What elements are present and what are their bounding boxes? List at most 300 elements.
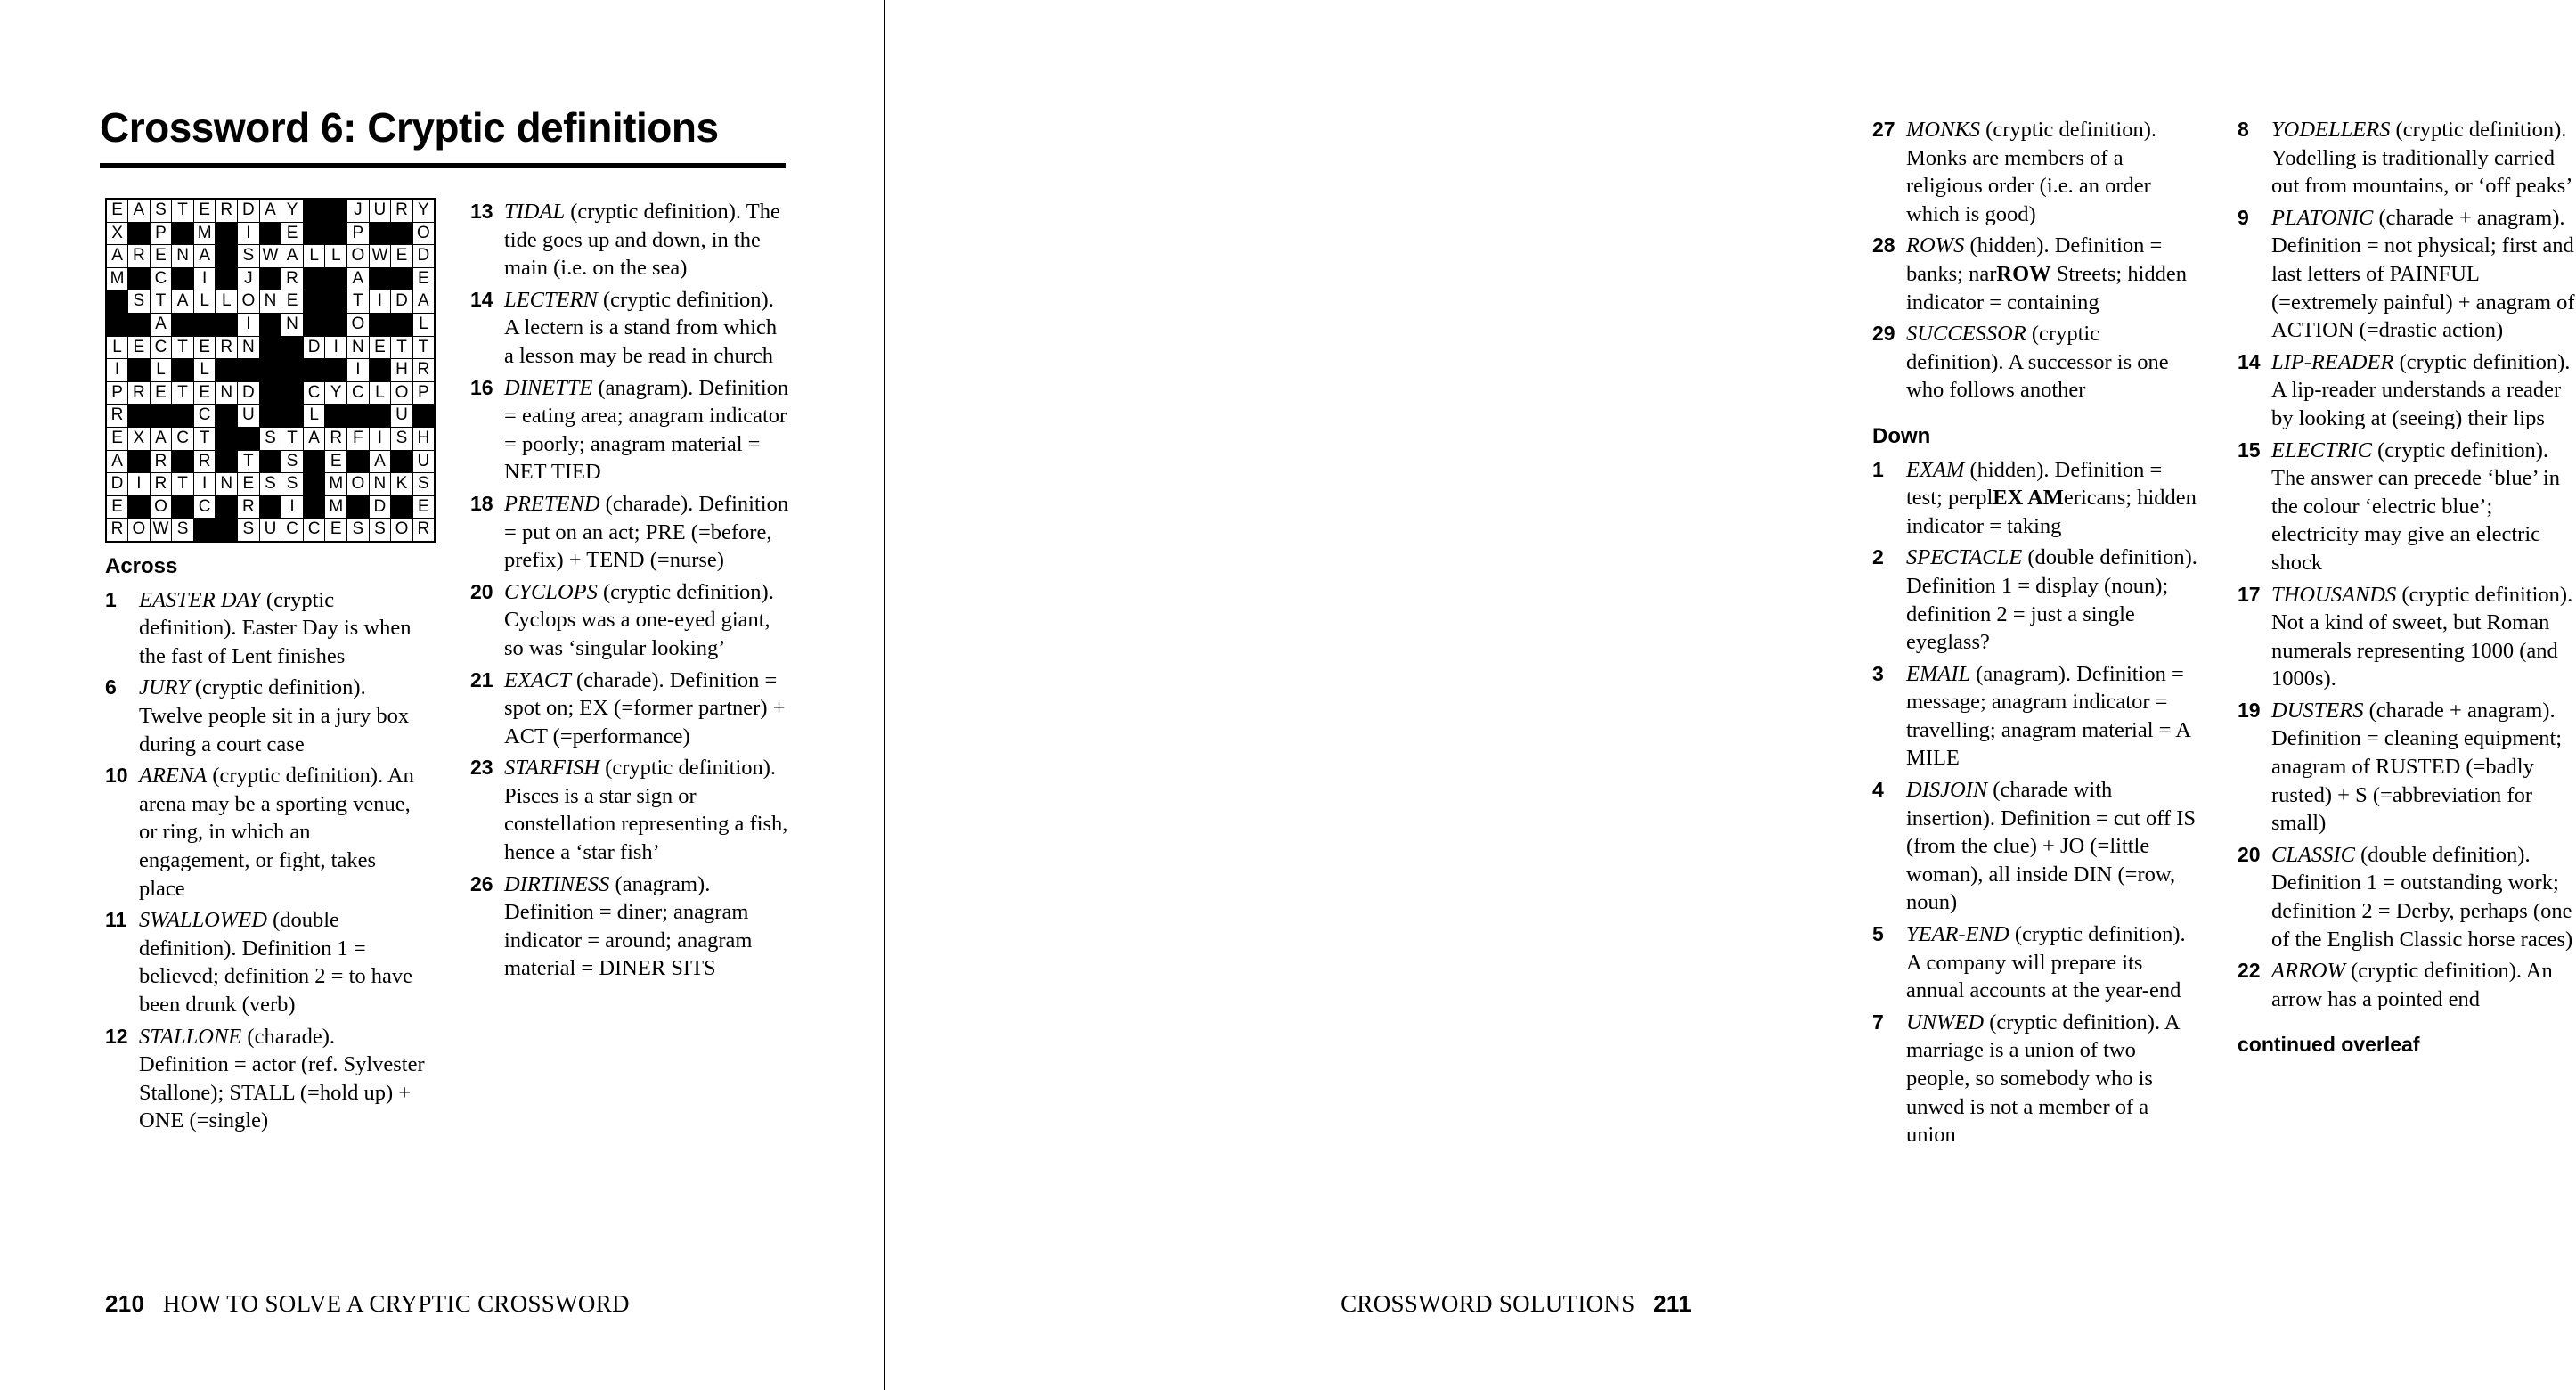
crossword-cell-blocked xyxy=(325,290,347,314)
crossword-cell-letter: U xyxy=(369,199,391,222)
clue-entry xyxy=(470,754,791,866)
crossword-cell-letter: E xyxy=(325,450,347,473)
crossword-cell-blocked xyxy=(216,313,238,336)
crossword-cell-blocked xyxy=(281,336,304,359)
crossword-cell-blocked xyxy=(391,313,413,336)
crossword-cell-blocked xyxy=(303,199,325,222)
crossword-cell-letter: S xyxy=(238,245,260,268)
left-page-footer xyxy=(105,1290,630,1390)
crossword-cell-blocked xyxy=(369,313,391,336)
crossword-cell-letter: R xyxy=(150,473,172,496)
crossword-cell-blocked xyxy=(172,222,194,245)
crossword-cell-letter: C xyxy=(303,381,325,405)
clue-entry xyxy=(470,490,791,575)
crossword-cell-letter: T xyxy=(412,336,435,359)
crossword-cell-letter: H xyxy=(391,359,413,382)
clue-entry xyxy=(2238,841,2576,953)
clue-number: 11 xyxy=(105,908,127,932)
crossword-cell-blocked xyxy=(216,245,238,268)
crossword-cell-letter: L xyxy=(303,405,325,428)
crossword-cell-blocked xyxy=(259,267,281,290)
crossword-cell-letter: U xyxy=(259,519,281,542)
crossword-cell-letter: S xyxy=(128,290,151,314)
crossword-cell-letter: I xyxy=(238,222,260,245)
across-clues-column-1 xyxy=(105,552,426,1139)
crossword-cell-letter: E xyxy=(193,199,216,222)
crossword-cell-letter: M xyxy=(325,495,347,519)
crossword-cell-letter: A xyxy=(150,427,172,450)
crossword-cell-blocked xyxy=(238,359,260,382)
crossword-cell-blocked xyxy=(303,473,325,496)
crossword-cell-letter: N xyxy=(369,473,391,496)
clue-entry xyxy=(470,374,791,487)
left-folio-number: 210 xyxy=(105,1290,145,1317)
clue-text: DIRTINESS (anagram). Definition = diner; anagram indicator = around; anagram material = DINER SITS xyxy=(504,871,753,981)
crossword-cell-letter: D xyxy=(238,381,260,405)
continued-overleaf-note: continued overleaf xyxy=(2238,1033,2420,1057)
clue-answer: EMAIL xyxy=(1906,661,1971,686)
clue-answer: UNWED xyxy=(1906,1010,1985,1034)
clue-text: THOUSANDS (cryptic definition). Not a kind of sweet, but Roman numerals representing 1000 (and 1000s). xyxy=(2271,582,2573,691)
crossword-cell-blocked xyxy=(281,405,304,428)
crossword-row xyxy=(106,245,435,268)
crossword-cell-blocked xyxy=(172,405,194,428)
clue-entry xyxy=(1872,660,2202,773)
crossword-cell-blocked xyxy=(391,267,413,290)
clue-entry xyxy=(1872,920,2202,1005)
crossword-cell-letter: M xyxy=(193,222,216,245)
crossword-row xyxy=(106,267,435,290)
crossword-cell-letter: T xyxy=(281,427,304,450)
crossword-cell-letter: P xyxy=(347,222,370,245)
crossword-row xyxy=(106,199,435,222)
clue-text: YODELLERS (cryptic definition). Yodelling is traditionally carried out from mountains, or ‘off peaks’ xyxy=(2271,118,2573,199)
crossword-cell-letter: E xyxy=(106,199,128,222)
crossword-cell-letter: C xyxy=(150,336,172,359)
clue-number: 26 xyxy=(470,871,493,895)
clue-answer: SPECTACLE xyxy=(1906,545,2023,570)
clue-number: 17 xyxy=(2238,582,2261,606)
clue-number: 13 xyxy=(470,200,493,223)
clue-entry xyxy=(105,906,426,1018)
crossword-cell-letter: R xyxy=(281,267,304,290)
clue-number: 15 xyxy=(2238,437,2261,462)
crossword-cell-letter: S xyxy=(259,473,281,496)
crossword-cell-letter: C xyxy=(193,405,216,428)
crossword-cell-blocked xyxy=(150,405,172,428)
clue-answer: DIRTINESS xyxy=(504,871,610,896)
clue-answer: LIP-READER xyxy=(2271,349,2394,374)
crossword-cell-letter: L xyxy=(325,245,347,268)
crossword-cell-blocked xyxy=(325,359,347,382)
crossword-cell-blocked xyxy=(325,405,347,428)
crossword-cell-blocked xyxy=(347,405,370,428)
crossword-cell-letter: N xyxy=(347,336,370,359)
crossword-cell-letter: P xyxy=(412,381,435,405)
clue-text: STALLONE (charade). Definition = actor (ref. Sylvester Stallone); STALL (=hold up) + ONE (=single) xyxy=(139,1024,425,1133)
crossword-cell-letter: T xyxy=(391,336,413,359)
crossword-cell-blocked xyxy=(369,222,391,245)
crossword-cell-blocked xyxy=(259,405,281,428)
crossword-cell-letter: L xyxy=(369,381,391,405)
crossword-cell-blocked xyxy=(259,313,281,336)
crossword-cell-blocked xyxy=(128,222,151,245)
crossword-row xyxy=(106,381,435,405)
clue-text: EXAM (hidden). Definition = test; perplEX AMericans; hidden indicator = taking xyxy=(1906,457,2197,538)
crossword-cell-letter: E xyxy=(150,245,172,268)
crossword-cell-blocked xyxy=(303,290,325,314)
crossword-cell-blocked xyxy=(216,519,238,542)
crossword-cell-letter: N xyxy=(216,473,238,496)
crossword-cell-letter: I xyxy=(193,267,216,290)
crossword-row xyxy=(106,519,435,542)
crossword-cell-letter: C xyxy=(303,519,325,542)
crossword-cell-letter: E xyxy=(412,495,435,519)
crossword-cell-letter: Y xyxy=(325,381,347,405)
crossword-cell-letter: R xyxy=(128,245,151,268)
crossword-cell-blocked xyxy=(216,495,238,519)
crossword-cell-blocked xyxy=(128,267,151,290)
clue-answer: ROWS xyxy=(1906,233,1965,258)
clue-entry xyxy=(1872,116,2202,228)
crossword-cell-letter: E xyxy=(128,336,151,359)
clue-number: 14 xyxy=(2238,349,2261,373)
crossword-cell-letter: R xyxy=(216,199,238,222)
crossword-cell-letter: N xyxy=(238,336,260,359)
clue-number: 12 xyxy=(105,1024,128,1048)
clue-text: STARFISH (cryptic definition). Pisces is a star sign or constellation representing a fish, hence a ‘star fish’ xyxy=(504,756,788,865)
crossword-cell-blocked xyxy=(172,450,194,473)
crossword-cell-blocked xyxy=(303,222,325,245)
clue-answer: YODELLERS xyxy=(2271,118,2391,142)
clue-highlight: ROW xyxy=(1996,261,2051,286)
crossword-cell-blocked xyxy=(172,267,194,290)
crossword-cell-letter: R xyxy=(412,359,435,382)
crossword-cell-blocked xyxy=(303,359,325,382)
crossword-cell-blocked xyxy=(325,199,347,222)
crossword-row xyxy=(106,427,435,450)
crossword-cell-blocked xyxy=(369,359,391,382)
crossword-cell-blocked xyxy=(325,313,347,336)
crossword-cell-letter: E xyxy=(281,290,304,314)
crossword-cell-letter: N xyxy=(216,381,238,405)
crossword-cell-letter: L xyxy=(193,290,216,314)
clue-answer: EXAM xyxy=(1906,457,1965,482)
clue-text: JURY (cryptic definition). Twelve people sit in a jury box during a court case xyxy=(139,675,410,756)
crossword-cell-letter: S xyxy=(347,519,370,542)
clue-entry xyxy=(470,666,791,751)
crossword-cell-blocked xyxy=(391,450,413,473)
clue-number: 21 xyxy=(470,667,493,691)
crossword-cell-blocked xyxy=(172,359,194,382)
clue-answer: PRETEND xyxy=(504,491,600,516)
crossword-cell-letter: S xyxy=(238,519,260,542)
clue-text: SPECTACLE (double definition). Definition 1 = display (noun); definition 2 = just a single eyeglass? xyxy=(1906,545,2197,655)
crossword-cell-letter: H xyxy=(412,427,435,450)
crossword-cell-letter: E xyxy=(150,381,172,405)
crossword-cell-letter: J xyxy=(238,267,260,290)
crossword-cell-letter: X xyxy=(128,427,151,450)
crossword-cell-letter: S xyxy=(281,450,304,473)
clue-entry xyxy=(1872,544,2202,656)
crossword-cell-letter: W xyxy=(259,245,281,268)
crossword-cell-letter: T xyxy=(238,450,260,473)
clue-entry xyxy=(470,198,791,282)
clue-text: CLASSIC (double definition). Definition 1 = outstanding work; definition 2 = Derby, perhaps (one of the English Classic horse races) xyxy=(2271,842,2573,952)
left-page xyxy=(0,0,884,1390)
crossword-grid xyxy=(105,198,436,543)
crossword-row xyxy=(106,359,435,382)
crossword-cell-letter: E xyxy=(369,336,391,359)
crossword-cell-letter: Y xyxy=(281,199,304,222)
crossword-row xyxy=(106,405,435,428)
clue-entry xyxy=(470,871,791,983)
crossword-cell-letter: T xyxy=(172,473,194,496)
crossword-cell-letter: A xyxy=(412,290,435,314)
clue-answer: EXACT xyxy=(504,667,571,692)
clue-answer: JURY xyxy=(139,675,190,700)
clue-number: 22 xyxy=(2238,959,2261,983)
clue-answer: STARFISH xyxy=(504,756,600,781)
solutions-column-2 xyxy=(2238,116,2576,1059)
clue-answer: MONKS xyxy=(1906,118,1981,142)
crossword-cell-letter: A xyxy=(259,199,281,222)
crossword-cell-blocked xyxy=(216,405,238,428)
clue-number: 19 xyxy=(2238,698,2261,722)
crossword-cell-letter: C xyxy=(281,519,304,542)
crossword-cell-blocked xyxy=(303,495,325,519)
clue-text: PRETEND (charade). Definition = put on an act; PRE (=before, prefix) + TEND (=nurse) xyxy=(504,491,789,573)
clue-number: 20 xyxy=(2238,842,2261,866)
crossword-cell-letter: E xyxy=(391,245,413,268)
crossword-cell-blocked xyxy=(216,267,238,290)
crossword-cell-letter: A xyxy=(106,245,128,268)
crossword-cell-letter: E xyxy=(238,473,260,496)
clue-entry xyxy=(1872,1009,2202,1149)
crossword-cell-letter: L xyxy=(193,359,216,382)
clue-text: DISJOIN (charade with insertion). Definition = cut off IS (from the clue) + JO (=little woman), all inside DIN (=row, noun) xyxy=(1906,778,2197,915)
clue-answer: PLATONIC xyxy=(2271,205,2374,230)
clue-number: 3 xyxy=(1872,661,1884,685)
crossword-cell-letter: I xyxy=(325,336,347,359)
page-title: Crossword 6: Cryptic definitions xyxy=(100,104,719,151)
crossword-cell-blocked xyxy=(128,450,151,473)
crossword-cell-letter: L xyxy=(216,290,238,314)
across-clues-column-2 xyxy=(470,198,791,986)
clue-text: UNWED (cryptic definition). A marriage is a union of two people, so somebody who is unwed is not a member of a union xyxy=(1906,1010,2180,1148)
crossword-cell-blocked xyxy=(325,222,347,245)
clue-number: 1 xyxy=(105,587,117,611)
crossword-cell-letter: E xyxy=(281,222,304,245)
clue-answer: ARENA xyxy=(139,764,208,789)
crossword-cell-letter: R xyxy=(106,519,128,542)
crossword-cell-letter: F xyxy=(347,427,370,450)
clue-answer: EASTER DAY xyxy=(139,587,261,612)
clue-number: 23 xyxy=(470,756,493,780)
crossword-cell-blocked xyxy=(303,267,325,290)
right-page xyxy=(885,0,2575,1390)
crossword-cell-letter: T xyxy=(193,427,216,450)
clue-number: 29 xyxy=(1872,322,1895,346)
clue-text: LIP-READER (cryptic definition). A lip-reader understands a reader by looking at (seeing) their lips xyxy=(2271,349,2571,430)
crossword-grid-table xyxy=(105,198,436,543)
clue-text: MONKS (cryptic definition). Monks are members of a religious order (i.e. an order which is good) xyxy=(1906,118,2157,226)
crossword-cell-blocked xyxy=(216,427,238,450)
crossword-cell-blocked xyxy=(259,381,281,405)
crossword-cell-letter: S xyxy=(412,473,435,496)
crossword-cell-letter: R xyxy=(391,199,413,222)
crossword-cell-letter: P xyxy=(106,381,128,405)
clue-answer: STALLONE xyxy=(139,1024,242,1049)
crossword-row xyxy=(106,336,435,359)
clue-entry xyxy=(2238,116,2576,200)
crossword-cell-letter: A xyxy=(347,267,370,290)
crossword-cell-blocked xyxy=(347,495,370,519)
clue-answer: DUSTERS xyxy=(2271,698,2364,723)
crossword-cell-letter: I xyxy=(106,359,128,382)
crossword-cell-letter: N xyxy=(172,245,194,268)
crossword-cell-letter: S xyxy=(150,199,172,222)
clue-highlight: EX AM xyxy=(1993,486,2064,511)
crossword-cell-letter: D xyxy=(412,245,435,268)
crossword-row xyxy=(106,473,435,496)
crossword-cell-letter: M xyxy=(325,473,347,496)
crossword-cell-letter: R xyxy=(128,381,151,405)
crossword-cell-letter: I xyxy=(193,473,216,496)
crossword-cell-letter: D xyxy=(391,290,413,314)
crossword-cell-letter: R xyxy=(325,427,347,450)
crossword-cell-letter: Y xyxy=(412,199,435,222)
clue-text: PLATONIC (charade + anagram). Definition = not physical; first and last letters of PAINFUL (=extremely painful) + anagram of ACTION (=drastic action) xyxy=(2271,205,2575,343)
crossword-cell-letter: A xyxy=(150,313,172,336)
clue-text: ARROW (cryptic definition). An arrow has a pointed end xyxy=(2271,959,2553,1011)
title-underline xyxy=(100,163,786,168)
crossword-cell-blocked xyxy=(281,359,304,382)
crossword-cell-letter: U xyxy=(238,405,260,428)
clue-number: 28 xyxy=(1872,233,1895,258)
crossword-cell-letter: E xyxy=(412,267,435,290)
clue-entry xyxy=(2238,581,2576,693)
clue-text: ROWS (hidden). Definition = banks; narROW Streets; hidden indicator = containing xyxy=(1906,233,2188,315)
crossword-cell-letter: O xyxy=(391,381,413,405)
crossword-cell-letter: A xyxy=(106,450,128,473)
clue-entry xyxy=(105,762,426,903)
crossword-cell-letter: S xyxy=(391,427,413,450)
clue-text: EXACT (charade). Definition = spot on; EX (=former partner) + ACT (=performance) xyxy=(504,667,786,748)
crossword-cell-letter: C xyxy=(193,495,216,519)
crossword-cell-blocked xyxy=(193,313,216,336)
down-heading: Down xyxy=(1872,423,1931,448)
crossword-cell-blocked xyxy=(259,359,281,382)
clue-text: SWALLOWED (double definition). Definition 1 = believed; definition 2 = to have been drunk (verb) xyxy=(139,908,413,1017)
clue-answer: DISJOIN xyxy=(1906,778,1988,803)
clue-text: SUCCESSOR (cryptic definition). A successor is one who follows another xyxy=(1906,322,2169,403)
clue-entry xyxy=(2238,957,2576,1013)
crossword-cell-letter: N xyxy=(259,290,281,314)
crossword-cell-letter: A xyxy=(281,245,304,268)
crossword-cell-letter: T xyxy=(150,290,172,314)
crossword-row xyxy=(106,222,435,245)
crossword-cell-blocked xyxy=(128,313,151,336)
crossword-cell-letter: S xyxy=(281,473,304,496)
crossword-row xyxy=(106,450,435,473)
clue-answer: SWALLOWED xyxy=(139,908,267,933)
crossword-cell-letter: E xyxy=(193,336,216,359)
crossword-cell-letter: L xyxy=(150,359,172,382)
crossword-cell-letter: I xyxy=(238,313,260,336)
crossword-cell-letter: O xyxy=(150,495,172,519)
crossword-cell-letter: D xyxy=(106,473,128,496)
crossword-cell-blocked xyxy=(172,313,194,336)
crossword-cell-blocked xyxy=(303,313,325,336)
clue-text: ARENA (cryptic definition). An arena may be a sporting venue, or ring, in which an engagement, or fight, takes place xyxy=(139,764,414,901)
clue-number: 9 xyxy=(2238,205,2249,229)
crossword-cell-blocked xyxy=(106,313,128,336)
crossword-cell-letter: A xyxy=(303,427,325,450)
clue-text: CYCLOPS (cryptic definition). Cyclops was a one-eyed giant, so was ‘singular looking’ xyxy=(504,579,774,660)
clue-number: 8 xyxy=(2238,118,2249,141)
crossword-cell-letter: S xyxy=(259,427,281,450)
crossword-cell-blocked xyxy=(128,495,151,519)
clue-text: DINETTE (anagram). Definition = eating area; anagram indicator = poorly; anagram material = NET TIED xyxy=(504,375,789,485)
solutions-column-1 xyxy=(1872,116,2202,1153)
crossword-cell-letter: E xyxy=(106,427,128,450)
crossword-cell-blocked xyxy=(303,450,325,473)
crossword-cell-letter: I xyxy=(281,495,304,519)
clue-number: 14 xyxy=(470,287,493,311)
crossword-cell-letter: I xyxy=(369,427,391,450)
crossword-cell-blocked xyxy=(391,495,413,519)
crossword-cell-blocked xyxy=(259,495,281,519)
crossword-cell-letter: C xyxy=(347,381,370,405)
crossword-cell-blocked xyxy=(172,495,194,519)
right-folio-number: 211 xyxy=(1653,1290,1692,1317)
clue-entry xyxy=(1872,320,2202,405)
clue-text: EASTER DAY (cryptic definition). Easter Day is when the fast of Lent finishes xyxy=(139,587,412,668)
crossword-cell-letter: D xyxy=(238,199,260,222)
crossword-cell-letter: R xyxy=(193,450,216,473)
clue-entry xyxy=(105,1023,426,1135)
crossword-cell-letter: O xyxy=(238,290,260,314)
crossword-cell-blocked xyxy=(128,359,151,382)
crossword-cell-letter: T xyxy=(172,199,194,222)
across-heading: Across xyxy=(105,554,178,578)
clue-entry xyxy=(105,674,426,758)
crossword-cell-letter: W xyxy=(369,245,391,268)
crossword-cell-blocked xyxy=(391,222,413,245)
crossword-cell-blocked xyxy=(412,405,435,428)
crossword-row xyxy=(106,290,435,314)
crossword-cell-letter: R xyxy=(150,450,172,473)
crossword-cell-letter: O xyxy=(412,222,435,245)
crossword-cell-letter: L xyxy=(303,245,325,268)
clue-entry xyxy=(2238,437,2576,577)
crossword-cell-blocked xyxy=(216,450,238,473)
clue-number: 20 xyxy=(470,579,493,603)
crossword-cell-letter: R xyxy=(106,405,128,428)
clue-entry xyxy=(105,586,426,671)
crossword-cell-letter: I xyxy=(347,359,370,382)
crossword-cell-letter: I xyxy=(128,473,151,496)
clue-text: ELECTRIC (cryptic definition). The answer can precede ‘blue’ in the colour ‘electric blue’; electricity may give an electric shock xyxy=(2271,437,2560,575)
clue-number: 2 xyxy=(1872,545,1884,569)
crossword-cell-letter: I xyxy=(369,290,391,314)
clue-answer: ARROW xyxy=(2271,959,2345,984)
crossword-cell-letter: X xyxy=(106,222,128,245)
crossword-cell-letter: C xyxy=(172,427,194,450)
crossword-cell-blocked xyxy=(128,405,151,428)
clue-number: 18 xyxy=(470,491,493,515)
